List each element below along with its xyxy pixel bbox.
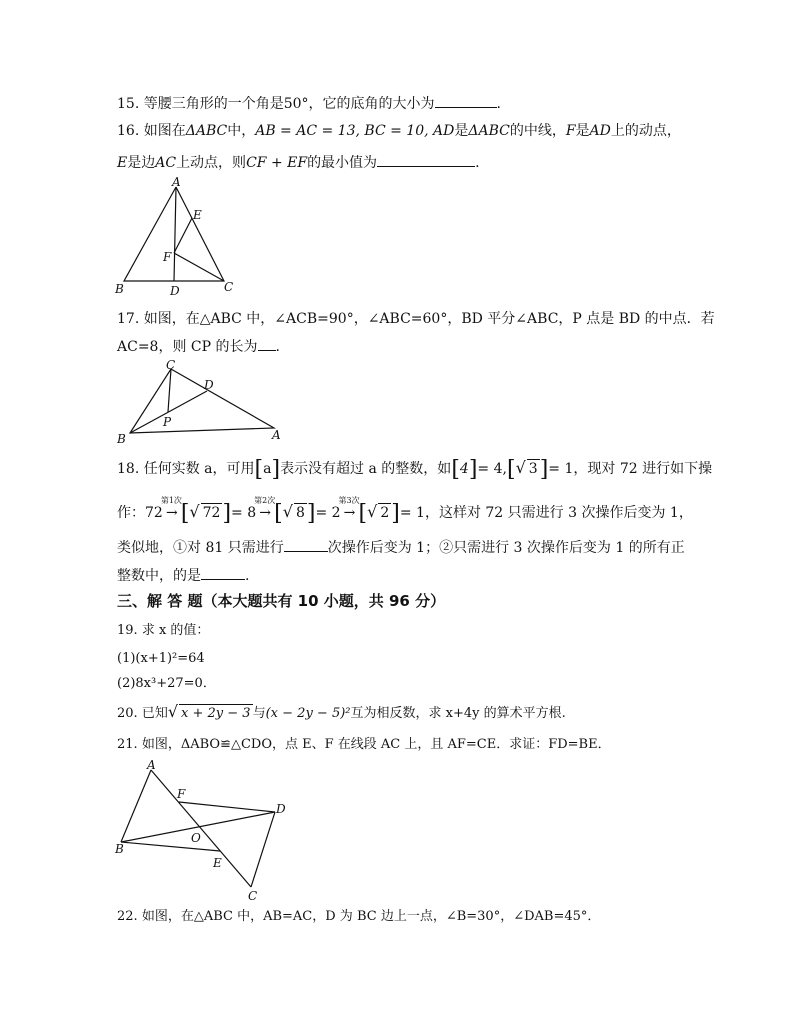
bracket: ]	[539, 457, 549, 482]
text: ，现对 72 进行如下操	[573, 461, 713, 477]
math: = 8	[231, 505, 257, 521]
question-number: 15.	[117, 96, 140, 112]
question-19-part-1: (1)(x+1)²=64	[117, 651, 205, 666]
label-c: C	[224, 280, 234, 294]
text: 的中线，	[509, 123, 566, 139]
arrow-step-1: 第1次 →	[163, 504, 181, 522]
bracket: [	[254, 457, 264, 482]
label-d: D	[276, 802, 286, 816]
question-17-line-1	[117, 310, 715, 328]
math: = 4,	[477, 461, 507, 477]
step-label: 第3次	[338, 496, 360, 505]
math: 8	[295, 505, 305, 521]
segment-ab	[121, 770, 151, 842]
figure-16	[110, 175, 250, 300]
math: = 1	[548, 461, 574, 477]
text: 的最小值为	[307, 155, 378, 171]
question-22	[117, 908, 600, 926]
question-text: 如图，ΔABO≌△CDO，点 E、F 在线段 AC 上，且 AF=CE．求证：FD=BE．	[141, 737, 611, 752]
text: ，这样对 72 只需进行 3 次操作后变为 1，	[424, 505, 693, 521]
answer-blank[interactable]	[258, 337, 276, 351]
label-d: D	[204, 378, 214, 392]
text: 上的动点，	[610, 123, 681, 139]
section-heading: 三、解 答 题（本大题共有 10 小题，共 96 分）	[117, 592, 446, 610]
question-number: 22.	[117, 909, 138, 924]
text: 是	[575, 123, 590, 139]
segment-be	[121, 842, 220, 851]
question-18-line-1	[117, 457, 713, 482]
question-text: 如图，在△ABC 中，AB=AC，D 为 BC 边上一点，∠B=30°，∠DAB=45°．	[141, 909, 601, 924]
math: 3	[528, 461, 538, 477]
radical: √	[167, 702, 179, 721]
radical: √	[367, 502, 378, 521]
text: 与	[252, 706, 266, 721]
text: 是边	[127, 155, 156, 171]
period: .	[245, 568, 250, 584]
math: AB = AC = 13, BC = 10, AD	[255, 123, 455, 139]
question-18-line-2	[117, 496, 693, 526]
segment-cp	[168, 369, 171, 412]
question-17-line-2	[117, 337, 280, 356]
text: 中，	[227, 123, 256, 139]
math: x + 2y − 3	[181, 706, 251, 721]
label-p: P	[163, 415, 172, 429]
step-label: 第2次	[254, 496, 276, 505]
math: E	[117, 155, 128, 171]
label-a: A	[147, 758, 156, 772]
bracket: ]	[468, 457, 478, 482]
math: 72	[202, 505, 221, 521]
period: .	[275, 339, 280, 355]
text: 次操作后变为 1；②只需进行 3 次操作后变为 1 的所有正	[327, 540, 685, 556]
radical: √	[189, 502, 200, 521]
question-19-part-2: (2)8x³+27=0．	[117, 676, 216, 691]
period: .	[475, 155, 480, 171]
question-15	[117, 94, 501, 113]
math: F	[565, 123, 576, 139]
text: 任何实数 a，可用	[143, 461, 255, 477]
label-e: E	[213, 856, 222, 870]
label-e: E	[193, 208, 202, 222]
label-c: C	[248, 889, 258, 903]
question-18-line-4	[117, 566, 249, 585]
bracket: ]	[306, 501, 316, 526]
question-text: 求 x 的值：	[141, 623, 210, 638]
math: AC	[155, 155, 177, 171]
question-21	[117, 736, 611, 754]
triangle-abc	[130, 369, 274, 433]
label-c: C	[166, 358, 176, 372]
radical: √	[282, 502, 293, 521]
question-16-line-2	[117, 153, 480, 172]
text: 互为相反数，求 x+4y 的算术平方根.	[350, 706, 566, 721]
question-number: 18.	[117, 461, 140, 477]
text: 是	[454, 123, 469, 139]
math: CF + EF	[246, 155, 308, 171]
period: .	[496, 96, 501, 112]
text: 类似地，①对 81 只需进行	[117, 540, 284, 556]
text: 整数中，的是	[117, 568, 201, 584]
bracket: [	[180, 501, 190, 526]
arrow-step-2: 第2次 →	[256, 504, 274, 522]
segment-dc	[251, 812, 275, 887]
bracket: [	[274, 501, 283, 526]
question-text: 等腰三角形的一个角是50°，它的底角的大小为	[143, 96, 435, 112]
text: 上动点，则	[176, 155, 247, 171]
segment-fd	[179, 802, 275, 812]
question-text: 如图，在△ABC 中，∠ACB=90°，∠ABC=60°，BD 平分∠ABC，P 点是 BD 的中点．若	[143, 311, 715, 327]
figure-17	[110, 356, 290, 446]
question-number: 20.	[117, 706, 138, 721]
label-o: O	[191, 831, 201, 845]
answer-blank[interactable]	[201, 566, 245, 580]
math: 4	[459, 461, 469, 477]
math: = 1	[399, 505, 425, 521]
label-b: B	[115, 282, 124, 296]
label-f: F	[177, 787, 186, 801]
math: ΔABC	[185, 123, 228, 139]
math: ΔABC	[468, 123, 510, 139]
math: AD	[589, 123, 611, 139]
question-19	[117, 622, 209, 640]
bracket: ]	[391, 501, 400, 526]
segment-ac	[151, 770, 251, 887]
math: = 2	[315, 505, 341, 521]
segment-ef	[174, 218, 192, 253]
median-ad	[174, 187, 176, 281]
bracket: [	[358, 501, 368, 526]
answer-blank[interactable]	[435, 94, 497, 108]
question-20	[117, 703, 566, 723]
math: 2	[380, 505, 390, 521]
radical: √	[515, 458, 526, 477]
question-number: 17.	[117, 311, 140, 327]
answer-blank[interactable]	[284, 538, 328, 552]
text: 作：72	[117, 505, 163, 521]
bracket: ]	[222, 501, 232, 526]
label-a: A	[272, 428, 281, 442]
question-18-line-3	[117, 538, 685, 557]
question-number: 16.	[117, 123, 140, 139]
text: 表示没有超过 a 的整数，如	[280, 461, 452, 477]
bracket: [	[451, 457, 460, 482]
text: 如图在	[143, 123, 186, 139]
bracket: ]	[271, 457, 281, 482]
question-number: 21.	[117, 737, 138, 752]
step-label: 第1次	[160, 496, 182, 505]
question-number: 19.	[117, 623, 138, 638]
question-16-line-1	[117, 122, 681, 140]
math: a	[263, 461, 272, 477]
math: (x − 2y − 5)²	[265, 706, 351, 721]
answer-blank[interactable]	[377, 153, 475, 167]
label-a: A	[172, 175, 181, 189]
label-b: B	[117, 432, 126, 446]
text: 已知	[141, 706, 168, 721]
bracket: [	[506, 457, 516, 482]
question-text: AC=8，则 CP 的长为	[117, 339, 258, 355]
label-d: D	[170, 284, 180, 298]
arrow-step-3: 第3次 →	[341, 504, 359, 522]
label-f: F	[163, 250, 172, 264]
figure-21	[110, 758, 300, 906]
label-b: B	[115, 842, 124, 856]
